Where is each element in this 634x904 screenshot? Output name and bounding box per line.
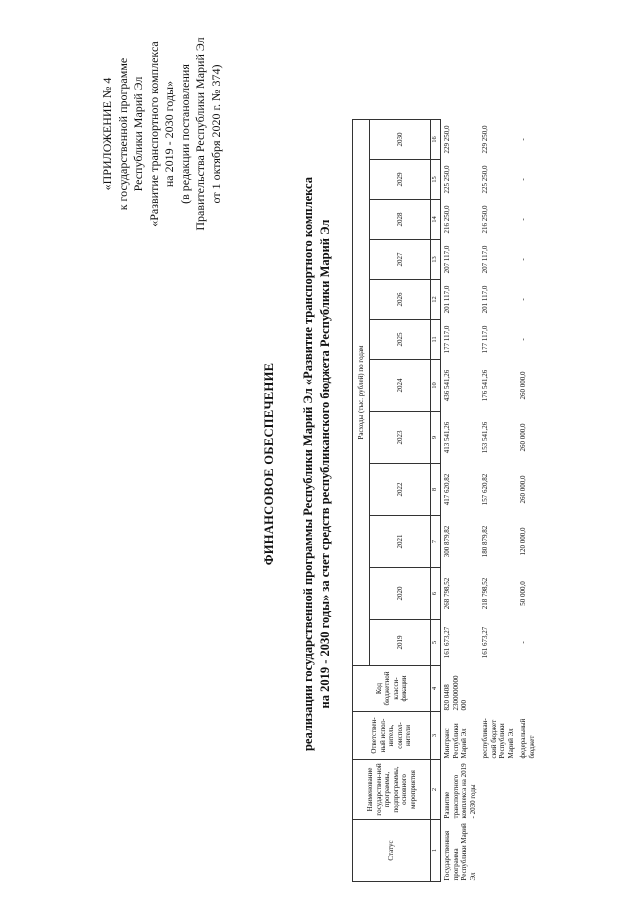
cell-status — [517, 820, 538, 882]
cell-executor: республикан-ский бюджет Республики Марий Эл — [481, 718, 515, 759]
cell-name: Развитие транспортного комплекса на 2019 - 2030 годы — [443, 763, 477, 819]
header-year: 2029 — [370, 160, 431, 200]
cell-value: 201 117,0 — [481, 285, 489, 314]
cell-value: 153 541,26 — [481, 421, 489, 454]
cell-value: 229 250,0 — [481, 125, 489, 154]
header-year: 2026 — [370, 280, 431, 320]
cell-value: 207 117,0 — [481, 245, 489, 274]
cell-value: 225 250,0 — [443, 165, 451, 194]
cell-value: 177 117,0 — [481, 325, 489, 354]
subheading-line: реализации государственной программы Республики Марий Эл «Развитие транспортного комплекса — [301, 177, 315, 752]
cell-value: 161 673,27 — [481, 626, 489, 659]
column-number: 12 — [431, 280, 441, 320]
cell-executor: федеральный бюджет — [519, 718, 536, 759]
table-body — [441, 120, 539, 882]
column-number: 4 — [431, 666, 441, 712]
subheading-line: на 2019 - 2030 годы» за счет средств республиканского бюджета Республики Марий Эл — [318, 219, 332, 709]
cell-value: 436 541,26 — [443, 369, 451, 402]
table-row — [479, 120, 517, 882]
cell-code — [517, 666, 538, 712]
header-year: 2019 — [370, 620, 431, 666]
table-row — [441, 120, 480, 882]
cell-value: 225 250,0 — [481, 165, 489, 194]
column-number: 5 — [431, 620, 441, 666]
column-number: 16 — [431, 120, 441, 160]
cell-value: 201 117,0 — [443, 285, 451, 314]
appendix-line: к государственной программе — [115, 57, 130, 211]
cell-value: 260 000,0 — [519, 475, 527, 504]
cell-name — [517, 760, 538, 820]
cell-value: - — [519, 298, 527, 301]
cell-value: - — [519, 218, 527, 221]
appendix-line: «ПРИЛОЖЕНИЕ № 4 — [100, 77, 114, 191]
cell-value: 268 798,52 — [443, 577, 451, 610]
cell-value: 229 250,0 — [443, 125, 451, 154]
header-year: 2027 — [370, 240, 431, 280]
table-row — [517, 120, 538, 882]
column-number: 9 — [431, 412, 441, 464]
document-heading: ФИНАНСОВОЕ ОБЕСПЕЧЕНИЕ — [262, 362, 276, 566]
cell-value: 300 879,82 — [443, 525, 451, 558]
column-number: 2 — [431, 760, 441, 820]
cell-status: Государственная программа Республики Марий Эл — [443, 823, 477, 881]
cell-value: - — [519, 258, 527, 261]
cell-code: 820 0408 2300000000 000 — [443, 675, 468, 711]
header-year: 2028 — [370, 200, 431, 240]
cell-value: 216 250,0 — [481, 205, 489, 234]
document-subheading — [300, 144, 334, 784]
column-number: 7 — [431, 516, 441, 568]
cell-value: 207 117,0 — [443, 245, 451, 274]
cell-value: - — [519, 178, 527, 181]
cell-value: 218 798,52 — [481, 577, 489, 610]
cell-value: - — [519, 338, 527, 341]
column-number: 8 — [431, 464, 441, 516]
cell-value: 260 000,0 — [519, 371, 527, 400]
cell-value: - — [519, 138, 527, 141]
financing-table — [352, 119, 538, 882]
header-code: Код бюджетной класси-фикации — [353, 666, 431, 712]
appendix-line: (в редакции постановления — [177, 64, 192, 204]
header-executor: Ответствен-ный испол-нитель, соиспол-нители — [353, 712, 431, 760]
column-number: 13 — [431, 240, 441, 280]
cell-value: 50 000,0 — [519, 581, 527, 606]
column-numbers-row — [431, 120, 441, 882]
column-number: 3 — [431, 712, 441, 760]
cell-value: 216 250,0 — [443, 205, 451, 234]
cell-value: 177 117,0 — [443, 325, 451, 354]
cell-value: - — [519, 641, 527, 644]
cell-status — [479, 820, 517, 882]
header-status: Статус — [353, 820, 431, 882]
header-year: 2025 — [370, 320, 431, 360]
header-expenses: Расходы (тыс. рублей) по годам — [353, 120, 370, 666]
header-name: Наименование государствен-ной программы, подпрограммы, основного мероприятия — [353, 760, 431, 820]
header-year: 2020 — [370, 568, 431, 620]
cell-code — [479, 666, 517, 712]
header-row — [353, 120, 370, 882]
header-year: 2022 — [370, 464, 431, 516]
appendix-line: Правительства Республики Марий Эл — [193, 37, 207, 231]
cell-value: 180 879,82 — [481, 525, 489, 558]
cell-value: 120 000,0 — [519, 527, 527, 556]
cell-value: 260 000,0 — [519, 423, 527, 452]
appendix-line: на 2019 - 2030 годы» — [162, 80, 176, 188]
column-number: 1 — [431, 820, 441, 882]
cell-value: 417 620,82 — [443, 473, 451, 506]
header-year: 2023 — [370, 412, 431, 464]
column-number: 15 — [431, 160, 441, 200]
cell-executor: Минтранс Республики Марий Эл — [443, 723, 468, 759]
cell-value: 413 541,26 — [443, 421, 451, 454]
cell-value: 157 620,82 — [481, 473, 489, 506]
header-year: 2030 — [370, 120, 431, 160]
header-year: 2021 — [370, 516, 431, 568]
column-number: 11 — [431, 320, 441, 360]
cell-value: 161 673,27 — [443, 626, 451, 659]
header-year: 2024 — [370, 360, 431, 412]
column-number: 6 — [431, 568, 441, 620]
appendix-line: Республики Марий Эл — [131, 76, 145, 192]
column-number: 10 — [431, 360, 441, 412]
appendix-line: от 1 октября 2020 г. № 374) — [208, 64, 223, 204]
appendix-note — [100, 14, 224, 254]
cell-name — [479, 760, 517, 820]
column-number: 14 — [431, 200, 441, 240]
appendix-line: «Развитие транспортного комплекса — [146, 41, 161, 227]
cell-value: 176 541,26 — [481, 369, 489, 402]
